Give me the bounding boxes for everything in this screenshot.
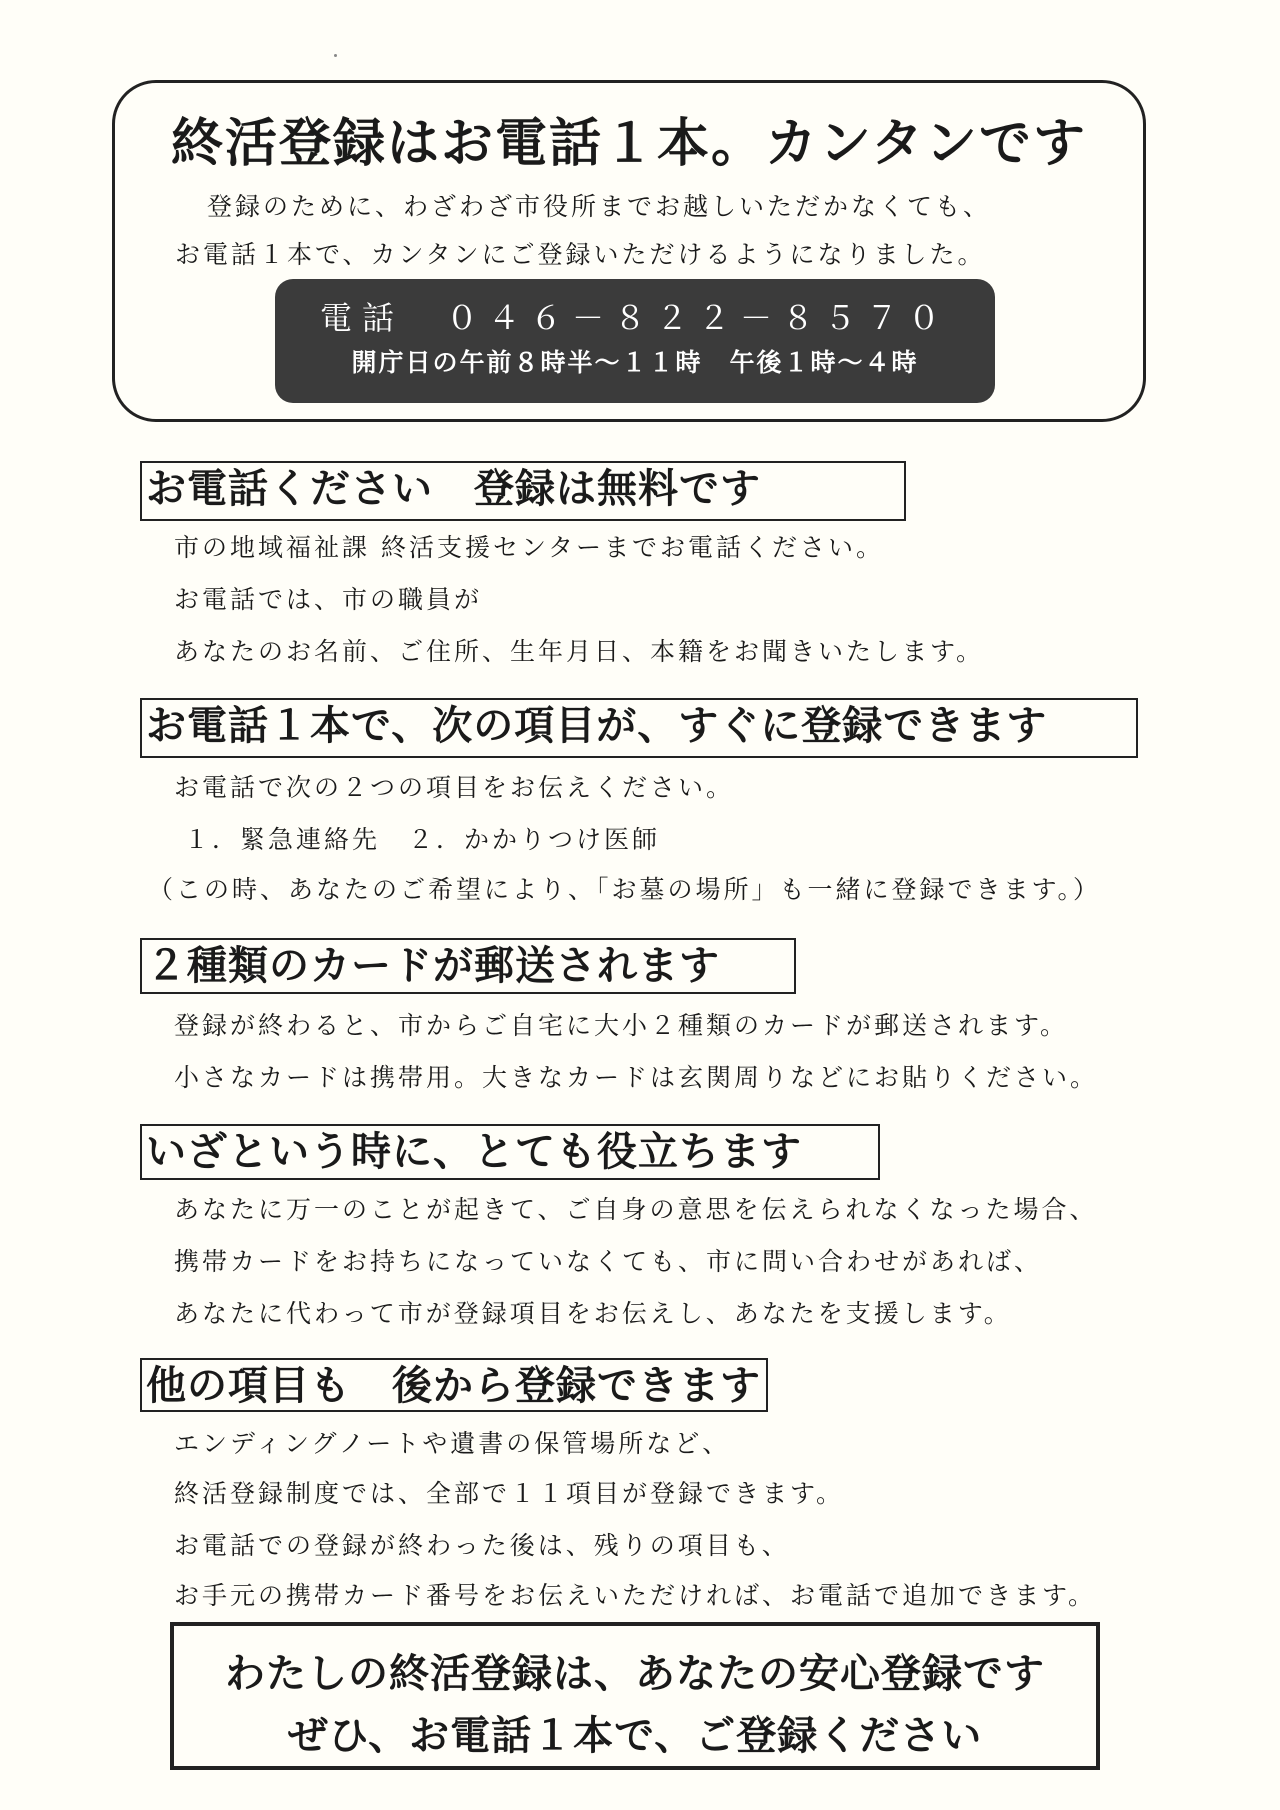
header-line-1: 登録のために、わざわざ市役所までお越しいただかなくても、 (207, 192, 992, 221)
footer-line-1: わたしの終活登録は、あなたの安心登録です (225, 1651, 1045, 1697)
section-5-line-4: お手元の携帯カード番号をお伝えいただければ、お電話で追加できます。 (174, 1581, 1097, 1610)
phone-hours: 開庁日の午前８時半～１１時 午後１時～４時 (351, 348, 919, 377)
section-heading-useful: いざという時に、とても役立ちます (140, 1124, 880, 1180)
scan-speck (334, 54, 337, 57)
section-4-line-1: あなたに万一のことが起きて、ご自身の意思を伝えられなくなった場合、 (174, 1195, 1098, 1224)
section-2-line-1: お電話で次の２つの項目をお伝えください。 (174, 773, 735, 802)
phone-number: 電話 ０４６－８２２－８５７０ (319, 299, 950, 337)
section-4-line-2: 携帯カードをお持ちになっていなくても、市に問い合わせがあれば、 (174, 1247, 1043, 1276)
section-3-line-1: 登録が終わると、市からご自宅に大小２種類のカードが郵送されます。 (174, 1011, 1069, 1040)
section-5-line-2: 終活登録制度では、全部で１１項目が登録できます。 (174, 1479, 845, 1508)
section-2-line-2: １．緊急連絡先 ２．かかりつけ医師 (184, 825, 661, 854)
section-heading-items: お電話１本で、次の項目が、すぐに登録できます (140, 698, 1138, 758)
header-title: 終活登録はお電話１本。カンタンです (171, 114, 1087, 174)
header-box (112, 80, 1146, 422)
footer-line-2: ぜひ、お電話１本で、ご登録ください (287, 1713, 983, 1759)
phone-info-box (275, 279, 995, 403)
section-1-line-2: お電話では、市の職員が (174, 585, 483, 614)
section-1-line-1: 市の地域福祉課 終活支援センターまでお電話ください。 (174, 533, 884, 562)
section-5-line-1: エンディングノートや遺書の保管場所など、 (174, 1429, 731, 1458)
section-3-line-2: 小さなカードは携帯用。大きなカードは玄関周りなどにお貼りください。 (174, 1063, 1099, 1092)
section-heading-free-registration: お電話ください 登録は無料です (140, 461, 906, 521)
section-2-line-3: （この時、あなたのご希望により、「お墓の場所」も一緒に登録できます。） (148, 875, 1102, 904)
section-heading-cards: ２種類のカードが郵送されます (140, 938, 796, 994)
header-line-2: お電話１本で、カンタンにご登録いただけるようになりました。 (175, 240, 986, 269)
section-5-line-3: お電話での登録が終わった後は、残りの項目も、 (174, 1531, 790, 1560)
footer-callout-box (170, 1622, 1100, 1770)
section-1-line-3: あなたのお名前、ご住所、生年月日、本籍をお聞きいたします。 (174, 637, 985, 666)
section-4-line-3: あなたに代わって市が登録項目をお伝えし、あなたを支援します。 (174, 1299, 1012, 1328)
section-heading-other-items: 他の項目も 後から登録できます (140, 1358, 768, 1412)
